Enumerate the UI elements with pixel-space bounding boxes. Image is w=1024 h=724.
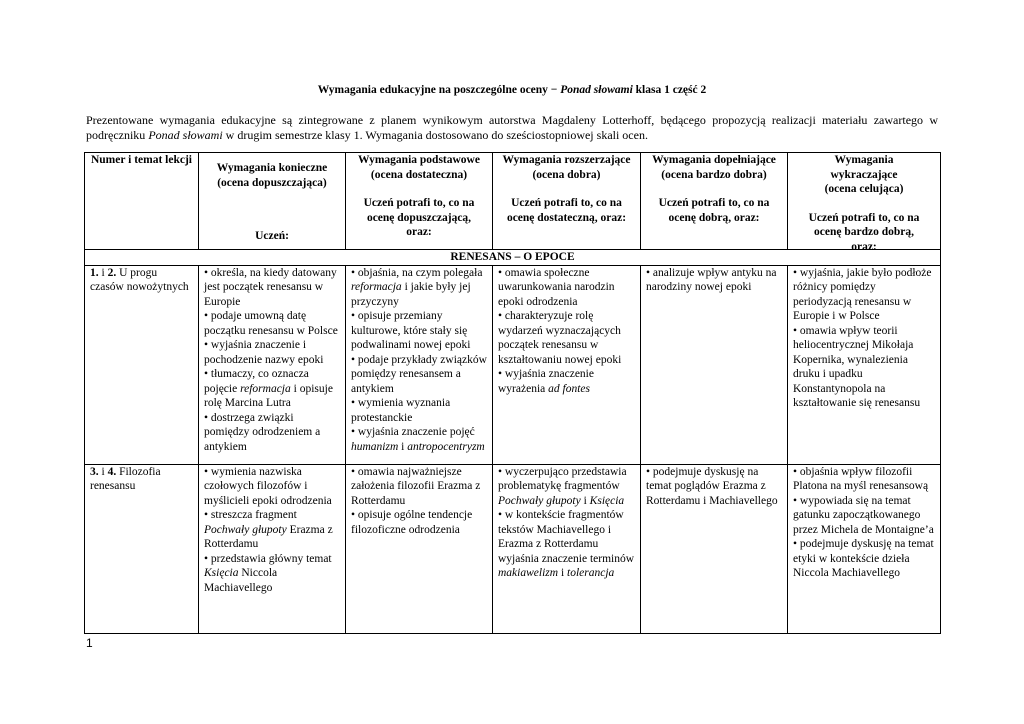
title-prefix: Wymagania edukacyjne na poszczególne oceny − [317,84,561,96]
list-item: • objaśnia wpływ filozofii Platona na myśl renesansową [793,465,929,492]
section-title: RENESANS – O EPOCE [85,250,941,266]
list-item: • podaje przykłady związków pomiędzy renesansem a antykiem [351,353,487,395]
header-grade-4-title: Wymagania rozszerzające (ocena dobra) [502,154,631,181]
list-item: • wyjaśnia znaczenie pojęć humanizm i antropocentryzm [351,426,485,453]
header-grade-2-title: Wymagania konieczne (ocena dopuszczająca) [216,162,328,189]
header-grade-2 [199,153,346,250]
requirement-cell [493,265,641,464]
header-grade-6 [788,153,941,253]
intro-text-1: Prezentowane wymagania edukacyjne są zintegrowane z planem wynikowym autorstwa Magdaleny Lotterhoff, będącego propozycją realizacji materiału zawartego w podręczniku [86,113,938,142]
requirements-table [84,152,941,634]
list-item: • w kontekście fragmentów tekstów Machiavellego i Erazma z Rotterdamu wyjaśnia znaczenie terminów makiawelizm i tolerancja [498,509,635,579]
title-suffix: klasa 1 część 2 [632,84,707,96]
list-item: • wyczerpująco przedstawia problematykę fragmentów Pochwały głupoty i Księcia [498,465,627,507]
list-item: • wyjaśnia, jakie było podłoże różnicy pomiędzy periodyzacją renesansu w Europie i w Polsce [793,266,932,322]
list-item: • wymienia wyznania protestanckie [351,397,451,424]
list-item: • opisuje ogólne tendencje filozoficzne odrodzenia [351,509,473,536]
table-row [85,464,941,633]
requirement-cell [493,464,641,633]
list-item: • tłumaczy, co oznacza pojęcie reformacja i opisuje rolę Marcina Lutra [204,368,333,409]
header-grade-5 [641,153,788,250]
intro-paragraph [86,113,938,143]
lesson-cell: 1. i 2. U progu czasów nowożytnych [85,265,199,464]
list-item: • dostrzega związki pomiędzy odrodzeniem a antykiem [204,411,321,453]
list-item: • opisuje przemiany kulturowe, które stały się podwalinami nowej epoki [351,310,471,351]
header-grade-3-subtitle: Uczeń potrafi to, co na ocenę dopuszczającą, oraz: [363,197,475,238]
intro-book-name: Ponad słowami [148,128,223,142]
header-grade-5-title: Wymagania dopełniające (ocena bardzo dobra) [652,154,776,181]
page-number: 1 [86,636,93,650]
list-item: • analizuje wpływ antyku na narodziny nowej epoki [646,266,777,293]
requirement-cell [199,464,346,633]
list-item: • omawia najważniejsze założenia filozofii Erazma z Rotterdamu [351,465,481,507]
requirement-cell [346,464,493,633]
list-item: • wyjaśnia znaczenie i pochodzenie nazwy epoki [204,339,324,366]
list-item: • określa, na kiedy datowany jest początek renesansu w Europie [204,266,337,308]
list-item: • streszcza fragment Pochwały głupoty Erazma z Rotterdamu [204,509,333,550]
requirement-cell [641,464,788,633]
page-title [84,84,940,96]
header-grade-4-subtitle: Uczeń potrafi to, co na ocenę dostateczną, oraz: [506,197,627,224]
header-lesson-title: Numer i temat lekcji [90,154,193,166]
requirement-cell [199,265,346,464]
header-grade-6-subtitle: Uczeń potrafi to, co na ocenę bardzo dobrą, oraz: [808,211,920,253]
list-item: • wymienia nazwiska czołowych filozofów i myślicieli epoki odrodzenia [204,465,332,507]
list-item: • omawia społeczne uwarunkowania narodzin epoki odrodzenia [498,266,615,308]
title-book-name: Ponad słowami [560,84,633,96]
list-item: • objaśnia, na czym polegała reformacja i jakie były jej przyczyny [351,266,483,308]
header-grade-4 [493,153,641,250]
list-item: • charakteryzuje rolę wydarzeń wyznaczających początek renesansu w kształtowaniu nowej epoki [498,310,622,366]
lesson-cell: 3. i 4. Filozofia renesansu [85,464,199,633]
header-grade-2-subtitle: Uczeń: [255,229,289,242]
header-grade-5-subtitle: Uczeń potrafi to, co na ocenę dobrą, oraz: [658,197,770,224]
list-item: • wypowiada się na temat gatunku zapoczątkowanego przez Michela de Montaigne’a [793,494,934,536]
header-grade-6-title: Wymagania wykraczające (ocena celująca) [824,154,904,195]
header-grade-3-title: Wymagania podstawowe (ocena dostateczna) [358,154,480,181]
list-item: • podaje umowną datę początku renesansu w Polsce [204,310,338,337]
requirement-cell [346,265,493,464]
requirement-cell [788,265,941,464]
header-grade-3 [346,153,493,250]
table-row [85,265,941,464]
list-item: • podejmuje dyskusję na temat poglądów Erazma z Rotterdamu i Machiavellego [646,465,778,507]
table-header [85,153,941,253]
requirement-cell [641,265,788,464]
header-lesson [85,153,199,250]
requirement-cell [788,464,941,633]
list-item: • przedstawia główny temat Księcia Niccola Machiavellego [204,552,332,594]
list-item: • wyjaśnia znaczenie wyrażenia ad fontes [498,368,594,395]
intro-text-2: w drugim semestrze klasy 1. Wymagania dostosowano do sześciostopniowej skali ocen. [222,128,648,142]
list-item: • omawia wpływ teorii heliocentrycznej Mikołaja Kopernika, wynalezienia druku i upadku Konstantynopola na kształtowanie się renesansu [793,324,921,409]
list-item: • podejmuje dyskusję na temat etyki w kontekście dzieła Niccola Machiavellego [793,538,934,579]
